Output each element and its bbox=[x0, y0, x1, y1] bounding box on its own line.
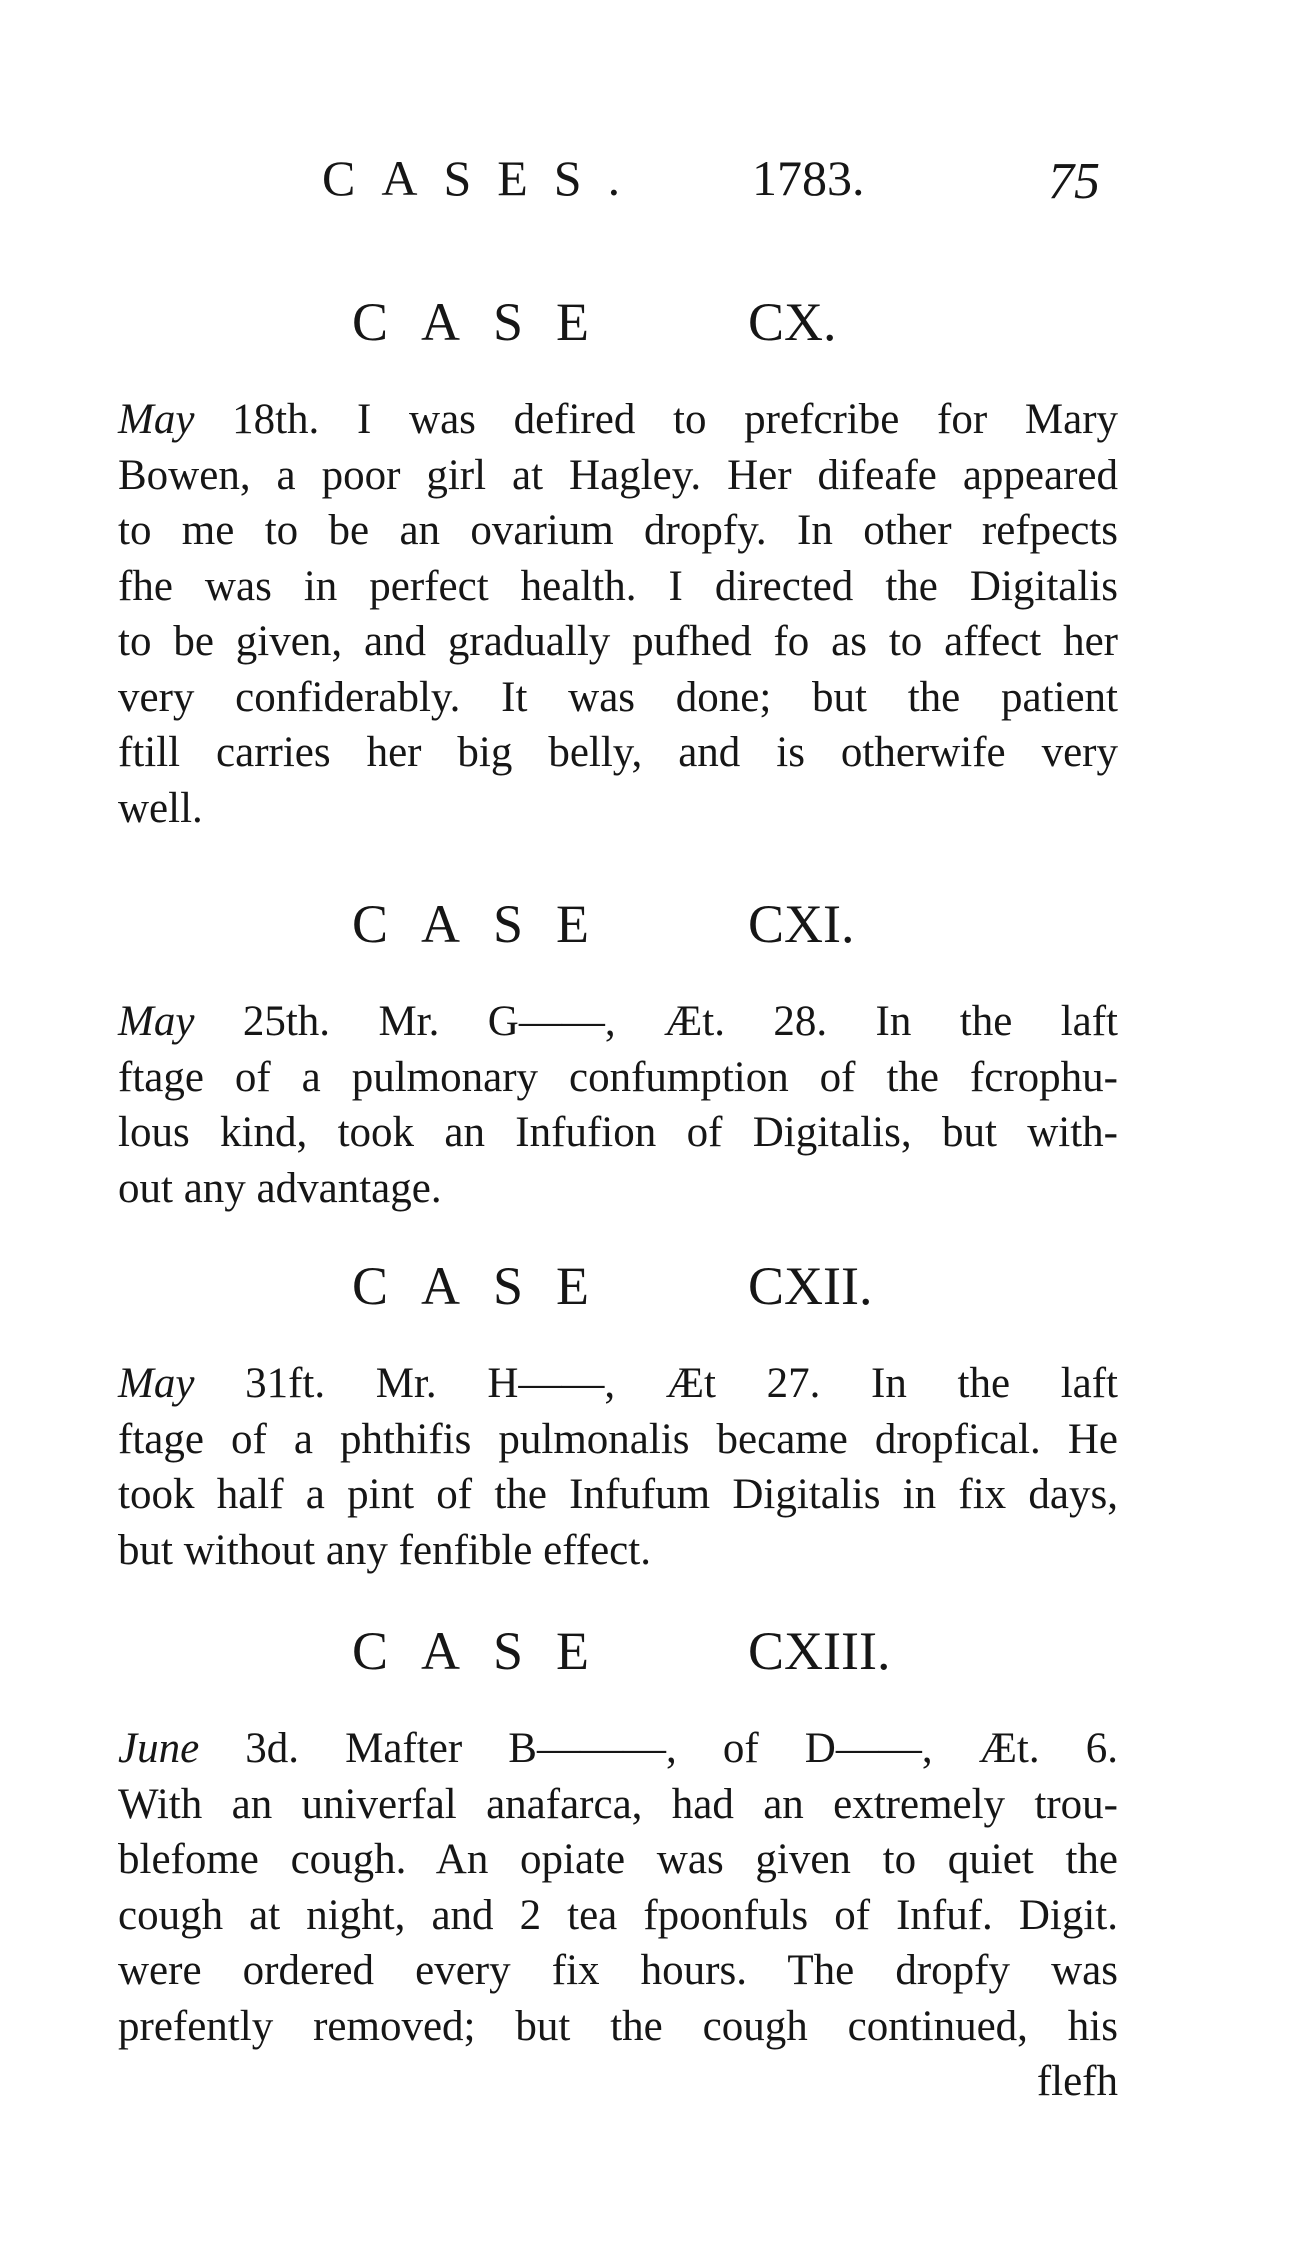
paragraph-line: well. bbox=[118, 784, 203, 832]
case-heading bbox=[118, 286, 1118, 358]
paragraph-line: May 25th. Mr. G——, Æt. 28. In the laft bbox=[118, 998, 1119, 1045]
paragraph-line: Bowen, a poor girl at Hagley. Her difeafe appeared bbox=[118, 451, 1118, 499]
paragraph-line: blefome cough. An opiate was given to quiet the bbox=[118, 1836, 1118, 1883]
case-heading-word: CASE bbox=[352, 1621, 623, 1681]
running-head bbox=[0, 148, 1308, 208]
paragraph-line: ftage of a phthifis pulmonalis became dropfical. He bbox=[118, 1415, 1118, 1463]
case-cxi bbox=[118, 888, 1118, 1216]
paragraph-line: lous kind, took an Infufion of Digitalis, but with- bbox=[118, 1109, 1118, 1156]
case-heading-number: CX. bbox=[748, 292, 837, 352]
case-heading bbox=[118, 888, 1118, 960]
paragraph-line: to be given, and gradually pufhed fo as to affect her bbox=[118, 618, 1118, 665]
case-date: May bbox=[118, 998, 195, 1045]
paragraph-line: out any advantage. bbox=[118, 1164, 442, 1212]
case-cxiii bbox=[118, 1615, 1118, 2110]
paragraph-line: but without any fenfible effect. bbox=[118, 1526, 651, 1574]
paragraph-line: ftill carries her big belly, and is otherwife very bbox=[118, 729, 1118, 776]
case-cx bbox=[118, 286, 1118, 836]
case-date: May bbox=[118, 1360, 195, 1407]
case-date: May bbox=[118, 396, 195, 443]
paragraph-line: fhe was in perfect health. I directed the Digitalis bbox=[118, 562, 1118, 610]
catchword: flefh bbox=[1036, 2058, 1118, 2105]
case-cxii bbox=[118, 1250, 1118, 1578]
case-heading-number: CXII. bbox=[748, 1256, 873, 1316]
case-heading-number: CXIII. bbox=[748, 1621, 891, 1681]
case-heading bbox=[118, 1615, 1118, 1687]
case-date: June bbox=[118, 1725, 200, 1772]
case-paragraph bbox=[118, 1721, 1118, 2110]
case-paragraph bbox=[118, 392, 1118, 836]
paragraph-line: May 18th. I was defired to prefcribe for Mary bbox=[118, 396, 1119, 443]
paragraph-line: very confiderably. It was done; but the patient bbox=[118, 673, 1118, 721]
paragraph-line: May 31ft. Mr. H——, Æt 27. In the laft bbox=[118, 1360, 1118, 1407]
paragraph-line: cough at night, and 2 tea fpoonfuls of Infuf. Digit. bbox=[118, 1891, 1118, 1939]
paragraph-line: ftage of a pulmonary confumption of the fcrophu- bbox=[118, 1053, 1118, 1101]
case-heading-number: CXI. bbox=[748, 894, 855, 954]
case-heading-word: CASE bbox=[352, 292, 623, 352]
case-paragraph bbox=[118, 994, 1118, 1216]
paragraph-line: prefently removed; but the cough continued, his bbox=[118, 2002, 1118, 2050]
case-heading-word: CASE bbox=[352, 1256, 623, 1316]
paragraph-line: With an univerfal anafarca, had an extremely trou- bbox=[118, 1780, 1118, 1828]
running-head-title: CASES. bbox=[322, 150, 647, 206]
paragraph-line: June 3d. Mafter B———, of D——, Æt. 6. bbox=[118, 1725, 1118, 1772]
case-heading-word: CASE bbox=[352, 894, 623, 954]
paragraph-line: took half a pint of the Infufum Digitalis in fix days, bbox=[118, 1471, 1118, 1518]
paragraph-line: to me to be an ovarium dropfy. In other refpects bbox=[118, 507, 1118, 554]
case-paragraph bbox=[118, 1356, 1118, 1578]
page-number: 75 bbox=[1048, 153, 1100, 210]
case-heading bbox=[118, 1250, 1118, 1322]
paragraph-line: were ordered every fix hours. The dropfy was bbox=[118, 1947, 1118, 1994]
running-head-year: 1783. bbox=[752, 150, 865, 206]
